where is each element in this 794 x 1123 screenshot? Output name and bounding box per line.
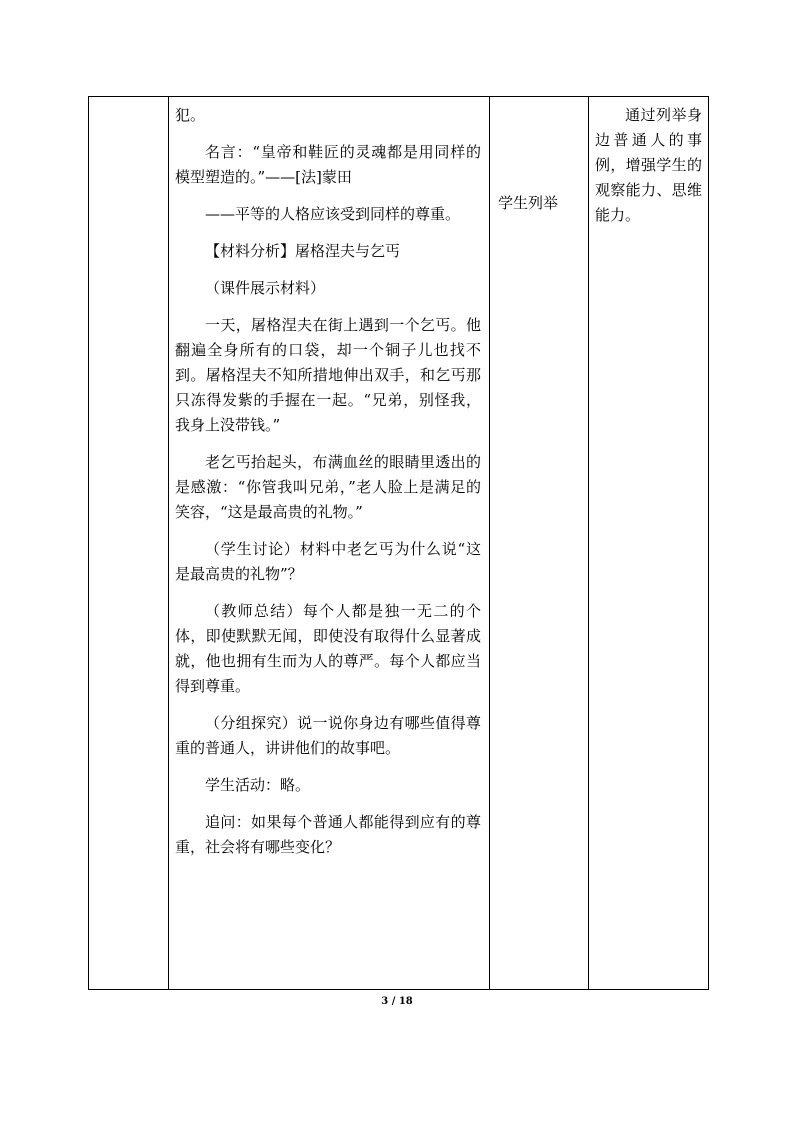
content-paragraph: 【材料分析】屠格涅夫与乞丐 bbox=[205, 242, 401, 260]
design-intent bbox=[589, 97, 708, 228]
stage-cell bbox=[89, 97, 169, 990]
table-row bbox=[89, 97, 709, 990]
content-paragraph: 一天，屠格涅夫在街上遇到一个乞丐。他翻遍全身所有的口袋，却一个铜子儿也找不到。屠格涅夫不知所措地伸出双手，和乞丐那只冻得发紫的手握在一起。“兄弟，别怪我，我身上没带钱。” bbox=[175, 316, 481, 434]
page-number: 3 / 18 bbox=[381, 996, 413, 1007]
content-paragraph: （教师总结）每个人都是独一无二的个体，即使默默无闻，即使没有取得什么显著成就，他也拥有生而为人的尊严。每个人都应当得到尊重。 bbox=[175, 602, 481, 695]
lesson-plan-table bbox=[88, 96, 709, 990]
content-paragraph: 学生活动：略。 bbox=[205, 776, 311, 794]
teaching-content bbox=[169, 103, 489, 860]
content-paragraph: 追问：如果每个普通人都能得到应有的尊重，社会将有哪些变化？ bbox=[175, 813, 481, 856]
content-paragraph: ——平等的人格应该受到同样的尊重。 bbox=[205, 205, 461, 223]
content-paragraph: 犯。 bbox=[175, 106, 206, 124]
teaching-content-cell bbox=[169, 97, 490, 990]
student-activity-cell bbox=[490, 97, 589, 990]
design-intent-text: 通过列举身边普通人的事例，增强学生的观察能力、思维能力。 bbox=[595, 106, 702, 224]
content-paragraph: 老乞丐抬起头，布满血丝的眼睛里透出的是感激：“你管我叫兄弟，”老人脸上是满足的笑容，“这是最高贵的礼物。” bbox=[175, 453, 481, 521]
content-paragraph: （学生讨论）材料中老乞丐为什么说“这是最高贵的礼物”？ bbox=[175, 540, 481, 583]
content-paragraph: （课件展示材料） bbox=[205, 279, 326, 297]
content-paragraph: （分组探究）说一说你身边有哪些值得尊重的普通人，讲讲他们的故事吧。 bbox=[175, 714, 481, 757]
design-intent-cell bbox=[589, 97, 709, 990]
student-activity-text: 学生列举 bbox=[498, 194, 559, 212]
content-paragraph: 名言：“皇帝和鞋匠的灵魂都是用同样的模型塑造的。”——[法]蒙田 bbox=[175, 143, 481, 186]
